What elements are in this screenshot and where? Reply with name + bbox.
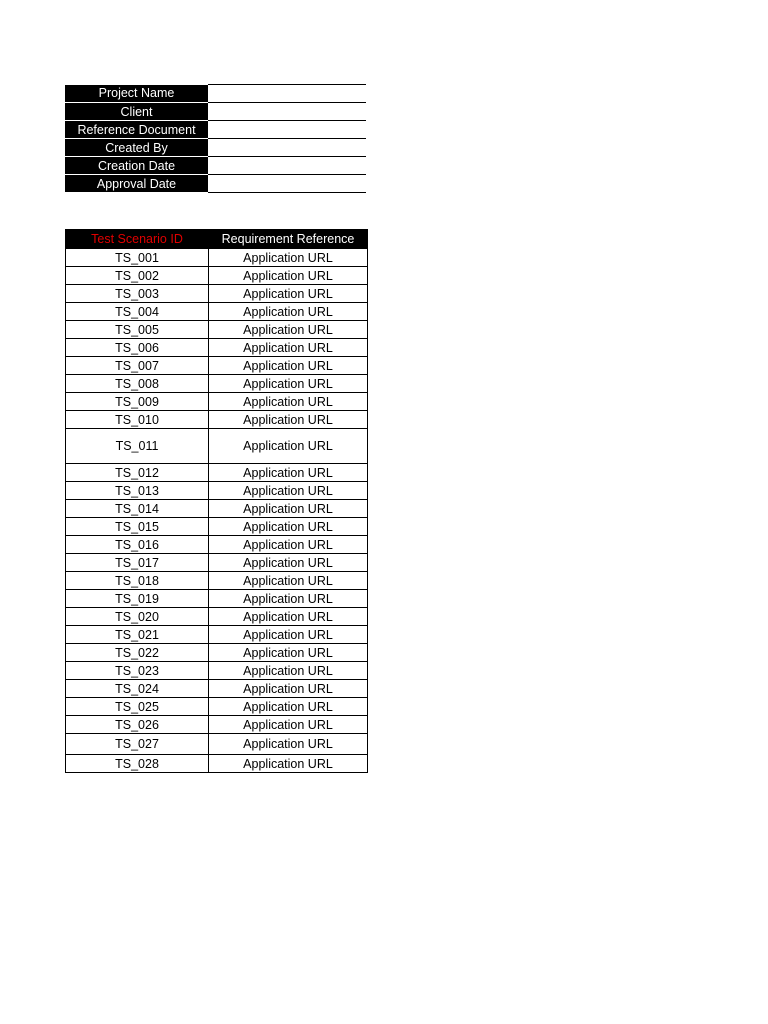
requirement-reference-cell: Application URL <box>209 464 368 482</box>
field-label: Client <box>65 103 208 121</box>
table-row <box>66 608 368 626</box>
info-row <box>65 139 366 157</box>
table-row <box>66 357 368 375</box>
header-row <box>66 230 368 249</box>
info-row <box>65 175 366 193</box>
info-row <box>65 157 366 175</box>
requirement-reference-cell: Application URL <box>209 321 368 339</box>
column-header-test-scenario-id: Test Scenario ID <box>66 230 209 249</box>
scenario-id-cell: TS_028 <box>66 755 209 773</box>
table-row <box>66 249 368 267</box>
scenario-id-cell: TS_017 <box>66 554 209 572</box>
scenario-id-cell: TS_005 <box>66 321 209 339</box>
field-value-cell[interactable] <box>208 157 366 175</box>
scenario-id-cell: TS_022 <box>66 644 209 662</box>
table-row <box>66 662 368 680</box>
requirement-reference-cell: Application URL <box>209 536 368 554</box>
table-row <box>66 755 368 773</box>
requirement-reference-cell: Application URL <box>209 626 368 644</box>
requirement-reference-cell: Application URL <box>209 411 368 429</box>
table-row <box>66 500 368 518</box>
requirement-reference-cell: Application URL <box>209 267 368 285</box>
scenario-id-cell: TS_007 <box>66 357 209 375</box>
field-value-cell[interactable] <box>208 121 366 139</box>
scenario-id-cell: TS_027 <box>66 734 209 755</box>
scenario-id-cell: TS_023 <box>66 662 209 680</box>
scenario-id-cell: TS_016 <box>66 536 209 554</box>
requirement-reference-cell: Application URL <box>209 608 368 626</box>
scenario-id-cell: TS_012 <box>66 464 209 482</box>
scenario-id-cell: TS_021 <box>66 626 209 644</box>
requirement-reference-cell: Application URL <box>209 249 368 267</box>
field-label: Creation Date <box>65 157 208 175</box>
field-value-cell[interactable] <box>208 85 366 103</box>
scenario-id-cell: TS_014 <box>66 500 209 518</box>
field-label: Approval Date <box>65 175 208 193</box>
table-row <box>66 375 368 393</box>
table-row <box>66 321 368 339</box>
table-row <box>66 698 368 716</box>
table-row <box>66 554 368 572</box>
table-row <box>66 482 368 500</box>
table-row <box>66 393 368 411</box>
requirement-reference-cell: Application URL <box>209 375 368 393</box>
info-row <box>65 121 366 139</box>
table-row <box>66 572 368 590</box>
requirement-reference-cell: Application URL <box>209 482 368 500</box>
requirement-reference-cell: Application URL <box>209 357 368 375</box>
requirement-reference-cell: Application URL <box>209 554 368 572</box>
scenario-id-cell: TS_009 <box>66 393 209 411</box>
table-row <box>66 536 368 554</box>
requirement-reference-cell: Application URL <box>209 500 368 518</box>
scenario-id-cell: TS_018 <box>66 572 209 590</box>
info-row <box>65 103 366 121</box>
requirement-reference-cell: Application URL <box>209 518 368 536</box>
requirement-reference-cell: Application URL <box>209 285 368 303</box>
requirement-reference-cell: Application URL <box>209 572 368 590</box>
scenario-id-cell: TS_006 <box>66 339 209 357</box>
scenario-id-cell: TS_026 <box>66 716 209 734</box>
table-row <box>66 644 368 662</box>
requirement-reference-cell: Application URL <box>209 590 368 608</box>
scenario-id-cell: TS_001 <box>66 249 209 267</box>
requirement-reference-cell: Application URL <box>209 734 368 755</box>
field-label: Reference Document <box>65 121 208 139</box>
field-value-cell[interactable] <box>208 175 366 193</box>
requirement-reference-cell: Application URL <box>209 339 368 357</box>
table-row <box>66 429 368 464</box>
requirement-reference-cell: Application URL <box>209 680 368 698</box>
scenario-id-cell: TS_024 <box>66 680 209 698</box>
requirement-reference-cell: Application URL <box>209 644 368 662</box>
scenario-id-cell: TS_013 <box>66 482 209 500</box>
table-row <box>66 590 368 608</box>
scenario-id-cell: TS_019 <box>66 590 209 608</box>
column-header-requirement-reference: Requirement Reference <box>209 230 368 249</box>
table-row <box>66 518 368 536</box>
test-scenario-table <box>65 229 368 773</box>
table-row <box>66 734 368 755</box>
requirement-reference-cell: Application URL <box>209 303 368 321</box>
table-row <box>66 680 368 698</box>
scenario-id-cell: TS_015 <box>66 518 209 536</box>
table-row <box>66 285 368 303</box>
scenario-id-cell: TS_008 <box>66 375 209 393</box>
scenario-id-cell: TS_020 <box>66 608 209 626</box>
table-row <box>66 626 368 644</box>
field-label: Created By <box>65 139 208 157</box>
requirement-reference-cell: Application URL <box>209 429 368 464</box>
table-row <box>66 303 368 321</box>
table-row <box>66 464 368 482</box>
table-row <box>66 339 368 357</box>
field-label: Project Name <box>65 85 208 103</box>
requirement-reference-cell: Application URL <box>209 662 368 680</box>
scenario-id-cell: TS_003 <box>66 285 209 303</box>
info-row <box>65 85 366 103</box>
scenario-id-cell: TS_025 <box>66 698 209 716</box>
scenario-id-cell: TS_011 <box>66 429 209 464</box>
scenario-id-cell: TS_010 <box>66 411 209 429</box>
table-row <box>66 716 368 734</box>
scenario-id-cell: TS_004 <box>66 303 209 321</box>
table-row <box>66 267 368 285</box>
requirement-reference-cell: Application URL <box>209 393 368 411</box>
requirement-reference-cell: Application URL <box>209 698 368 716</box>
requirement-reference-cell: Application URL <box>209 755 368 773</box>
field-value-cell[interactable] <box>208 139 366 157</box>
table-row <box>66 411 368 429</box>
scenario-id-cell: TS_002 <box>66 267 209 285</box>
requirement-reference-cell: Application URL <box>209 716 368 734</box>
project-info-table <box>65 84 366 193</box>
field-value-cell[interactable] <box>208 103 366 121</box>
